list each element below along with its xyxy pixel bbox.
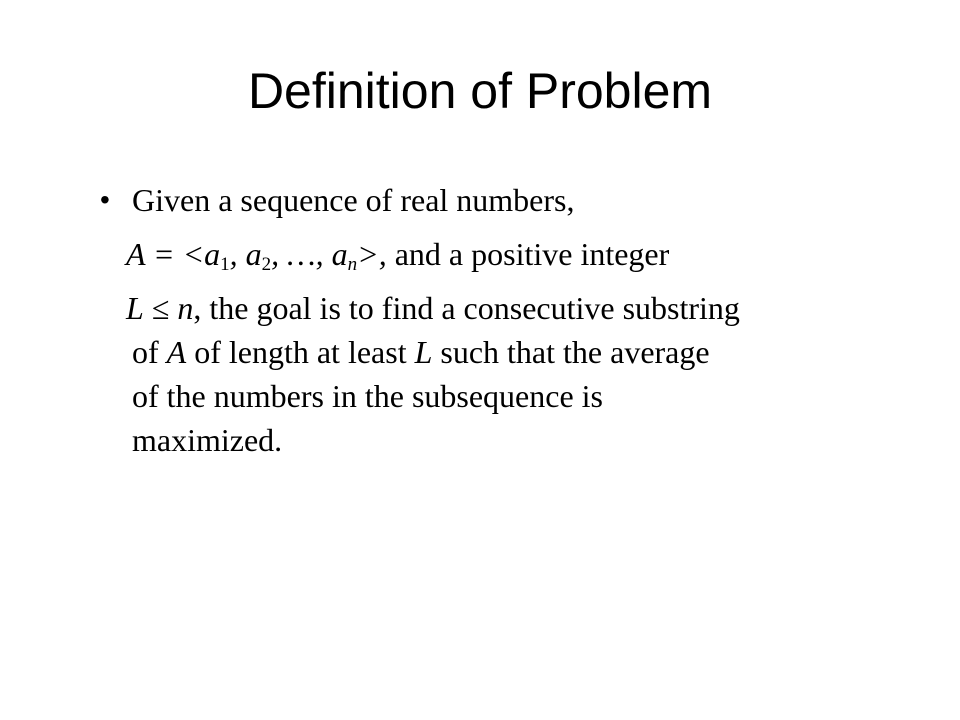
body-line-3 (126, 288, 740, 328)
var-a2: a (245, 236, 262, 272)
var-L-2: L (414, 334, 433, 370)
line-4-pre: of (132, 334, 167, 370)
body-line-5: of the numbers in the subsequence is (132, 378, 603, 414)
body-line-4 (132, 332, 710, 372)
bullet-marker: • (100, 184, 110, 215)
le-symbol: ≤ (143, 290, 178, 326)
body-line-6: maximized. (132, 422, 283, 458)
subscript-n: n (347, 254, 358, 275)
body-line-2 (126, 234, 669, 274)
sequence-close: >, (357, 236, 387, 272)
slide-title: Definition of Problem (247, 63, 713, 119)
var-n: n (177, 290, 194, 326)
line-2-rest: and a positive integer (386, 236, 670, 272)
var-a1: a (204, 236, 221, 272)
line-3-rest: , the goal is to find a consecutive substring (193, 290, 740, 326)
var-A: A (126, 236, 145, 272)
separator-1: , (229, 236, 246, 272)
sequence-open: = < (144, 236, 205, 272)
separator-2: , …, (271, 236, 332, 272)
var-an: a (331, 236, 348, 272)
var-A-2: A (166, 334, 187, 370)
subscript-1: 1 (220, 254, 230, 275)
line-4-post: such that the average (432, 334, 710, 370)
body-line-1: Given a sequence of real numbers, (132, 182, 575, 218)
var-L: L (126, 290, 144, 326)
subscript-2: 2 (261, 254, 272, 275)
line-4-mid: of length at least (186, 334, 415, 370)
